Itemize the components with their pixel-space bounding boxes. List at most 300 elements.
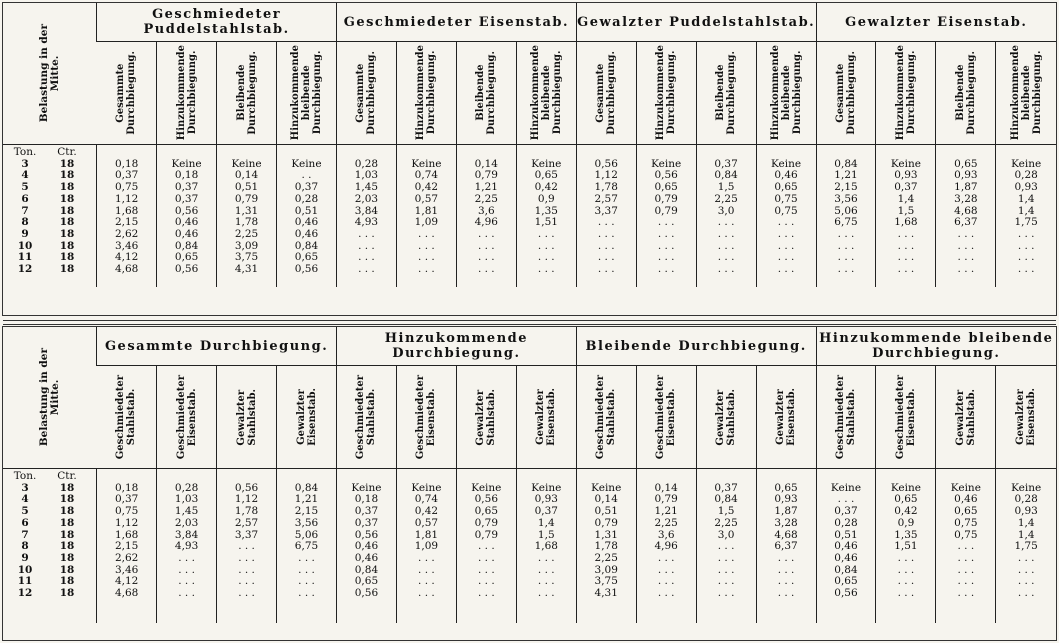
cell-value: . . . xyxy=(837,251,855,264)
cell-value: . . . xyxy=(1017,551,1035,564)
ton-value: 5 xyxy=(21,505,29,518)
cell-value: 4,93 xyxy=(354,216,379,229)
cell-value: 5,06 xyxy=(294,528,319,541)
column-header-label: Bleibende Durchbiegung. xyxy=(235,51,258,135)
cell-value: 0,75 xyxy=(774,204,798,217)
value-column xyxy=(516,145,576,288)
cell-value: 1,12 xyxy=(114,516,139,529)
cell-value: . . . xyxy=(777,587,795,600)
cell-value: 0,28 xyxy=(174,481,199,494)
column-header-label: Geschmiedeter Eisenstab. xyxy=(894,374,917,460)
cell-value: 0,65 xyxy=(534,169,558,182)
cell-value: . . . xyxy=(657,551,675,564)
cell-value: 0,74 xyxy=(414,169,439,182)
cell-value: 0,74 xyxy=(414,493,439,506)
ctr-value: 18 xyxy=(59,481,75,494)
cell-value: . . . xyxy=(837,263,855,276)
cell-value: 0,79 xyxy=(654,192,678,205)
cell-value: 0,42 xyxy=(894,505,918,518)
column-header xyxy=(696,42,756,145)
cell-value: 0,28 xyxy=(1014,493,1038,506)
cell-value: 0,56 xyxy=(294,263,319,276)
cell-value: . . . xyxy=(657,563,675,576)
cell-value: . . . xyxy=(837,227,855,240)
cell-value: . . . xyxy=(777,216,795,229)
column-header xyxy=(936,366,996,469)
cell-value: 1,4 xyxy=(1017,192,1035,205)
cell-value: 0,93 xyxy=(894,169,918,182)
cell-value: 1,78 xyxy=(594,181,618,194)
load-header-label: Belastung in der Mitte. xyxy=(37,24,61,123)
cell-value: 0,37 xyxy=(714,157,738,170)
column-header-label: Hinzukommende Durchbiegung. xyxy=(175,45,198,141)
unit-ton: Ton. xyxy=(13,146,37,158)
cell-value: 0,46 xyxy=(354,551,379,564)
cell-value: . . . xyxy=(897,587,915,600)
cell-value: 0,46 xyxy=(354,540,379,553)
value-column xyxy=(756,469,816,624)
cell-value: 0,84 xyxy=(294,239,319,252)
value-column xyxy=(516,469,576,624)
column-header-label: Gewalzter Stahlstab. xyxy=(475,388,498,446)
cell-value: . . . xyxy=(957,540,975,553)
cell-value: 3,28 xyxy=(774,516,798,529)
group-title: Bleibende Durchbiegung. xyxy=(576,327,816,366)
column-header-label: Geschmiedeter Stahlstab. xyxy=(355,374,378,460)
cell-value: . . . xyxy=(897,563,915,576)
ton-value: 9 xyxy=(21,551,29,564)
cell-value: . . . xyxy=(537,263,555,276)
cell-value: 0,65 xyxy=(954,157,978,170)
column-header xyxy=(396,42,456,145)
column-header xyxy=(456,42,516,145)
cell-value: 0,93 xyxy=(774,493,798,506)
column-header-label: Gewalzter Eisenstab. xyxy=(535,388,558,446)
cell-value: 0,51 xyxy=(594,505,618,518)
cell-value: . . . xyxy=(777,227,795,240)
column-header xyxy=(97,366,157,469)
cell-value: 3,84 xyxy=(174,528,199,541)
cell-value: 0,18 xyxy=(354,493,379,506)
cell-value: 0,46 xyxy=(774,169,798,182)
cell-value: 1,35 xyxy=(894,528,918,541)
cell-value: 1,45 xyxy=(354,181,379,194)
cell-value: 0,14 xyxy=(594,493,618,506)
column-header xyxy=(277,366,337,469)
cell-value: 3,6 xyxy=(477,204,495,217)
cell-value: . . . xyxy=(418,239,435,252)
cell-value: . . . xyxy=(418,575,435,588)
cell-value: . . . xyxy=(957,227,975,240)
cell-value: . . . xyxy=(418,263,435,276)
cell-value: 3,75 xyxy=(594,575,618,588)
cell-value: 4,31 xyxy=(234,263,259,276)
value-column xyxy=(636,469,696,624)
cell-value: Keine xyxy=(171,157,202,170)
cell-value: . . . xyxy=(1017,587,1035,600)
cell-value: . . . xyxy=(717,563,735,576)
cell-value: Keine xyxy=(770,157,802,170)
cell-value: 6,37 xyxy=(774,540,798,553)
value-column xyxy=(97,145,157,288)
cell-value: 0,42 xyxy=(534,181,558,194)
cell-value: . . . xyxy=(238,575,255,588)
column-header-label: Hinzukommende Durchbiegung. xyxy=(894,45,917,141)
value-column xyxy=(696,145,756,288)
ctr-value: 18 xyxy=(59,575,75,588)
cell-value: 1,4 xyxy=(537,516,555,529)
value-column xyxy=(696,469,756,624)
cell-value: 0,37 xyxy=(354,516,379,529)
cell-value: 1,51 xyxy=(894,540,918,553)
cell-value: Keine xyxy=(471,481,502,494)
cell-value: 0,51 xyxy=(234,181,259,194)
cell-value: 0,93 xyxy=(1014,505,1038,518)
group-title: Hinzukommende bleibende Durchbiegung. xyxy=(816,327,1056,366)
cell-value: 1,87 xyxy=(774,505,798,518)
column-header-label: Bleibende Durchbiegung. xyxy=(715,51,738,135)
cell-value: 1,68 xyxy=(534,540,558,553)
cell-value: 2,15 xyxy=(294,505,319,518)
ctr-value: 18 xyxy=(59,551,75,564)
ctr-value: 18 xyxy=(59,493,75,506)
cell-value: 1,31 xyxy=(594,528,618,541)
column-header xyxy=(876,366,936,469)
cell-value: . . . xyxy=(358,251,375,264)
cell-value: 1,21 xyxy=(834,169,858,182)
cell-value: . . . xyxy=(477,263,495,276)
value-column xyxy=(636,145,696,288)
cell-value: 0,57 xyxy=(414,192,439,205)
cell-value: 1,4 xyxy=(897,192,915,205)
cell-value: 0,28 xyxy=(834,516,858,529)
cell-value: 0,79 xyxy=(654,493,678,506)
value-column xyxy=(576,145,636,288)
cell-value: 0,46 xyxy=(174,227,199,240)
cell-value: . . . xyxy=(717,263,735,276)
cell-value: Keine xyxy=(231,157,262,170)
cell-value: . . . xyxy=(717,587,735,600)
column-header xyxy=(277,42,337,145)
cell-value: 1,68 xyxy=(114,204,139,217)
cell-value: 0,75 xyxy=(954,516,978,529)
cell-value: Keine xyxy=(890,157,921,170)
cell-value: 0,84 xyxy=(714,493,738,506)
cell-value: 5,06 xyxy=(834,204,858,217)
cell-value: 0,75 xyxy=(114,181,139,194)
cell-value: 0,42 xyxy=(414,181,439,194)
cell-value: . . . xyxy=(418,551,435,564)
unit-ctr: Ctr. xyxy=(57,146,77,158)
cell-value: . . . xyxy=(897,551,915,564)
value-column xyxy=(936,145,996,288)
cell-value: Keine xyxy=(1011,481,1042,494)
cell-value: 0,57 xyxy=(414,516,439,529)
cell-value: 3,84 xyxy=(354,204,379,217)
column-header xyxy=(396,366,456,469)
column-header-label: Gesammte Durchbiegung. xyxy=(115,51,138,135)
cell-value: 2,62 xyxy=(114,551,139,564)
cell-value: 6,75 xyxy=(294,540,319,553)
cell-value: . . . xyxy=(298,575,315,588)
cell-value: . . . xyxy=(477,239,495,252)
cell-value: 3,46 xyxy=(114,239,139,252)
column-header-label: Hinzukommende Durchbiegung. xyxy=(655,45,678,141)
ctr-value: 18 xyxy=(59,540,75,553)
cell-value: . . . xyxy=(178,587,195,600)
cell-value: . . . xyxy=(358,239,375,252)
cell-value: . . . xyxy=(537,587,555,600)
cell-value: 0,14 xyxy=(654,481,678,494)
cell-value: 1,12 xyxy=(114,192,139,205)
column-header-label: Geschmiedeter Stahlstab. xyxy=(595,374,618,460)
cell-value: . . . xyxy=(298,551,315,564)
value-column xyxy=(336,469,396,624)
ctr-value: 18 xyxy=(59,505,75,518)
cell-value: . . . xyxy=(1017,575,1035,588)
cell-value: . . . xyxy=(238,551,255,564)
column-header-label: Geschmiedeter Stahlstab. xyxy=(834,374,857,460)
cell-value: 0,46 xyxy=(294,227,319,240)
value-column xyxy=(996,469,1056,624)
cell-value: 0,18 xyxy=(114,481,139,494)
column-header-label: Gewalzter Stahlstab. xyxy=(715,388,738,446)
column-header xyxy=(97,42,157,145)
cell-value: 1,09 xyxy=(414,540,439,553)
ton-value: 5 xyxy=(21,181,29,194)
ton-value: 6 xyxy=(21,516,29,529)
cell-value: 0,37 xyxy=(894,181,918,194)
ctr-value: 18 xyxy=(59,528,75,541)
cell-value: . . . xyxy=(597,251,615,264)
cell-value: 0,79 xyxy=(594,516,618,529)
load-header xyxy=(3,3,97,145)
ctr-value: 18 xyxy=(59,169,75,182)
cell-value: 0,79 xyxy=(474,516,499,529)
value-column xyxy=(157,145,217,288)
value-column xyxy=(336,145,396,288)
column-header xyxy=(636,366,696,469)
cell-value: 0,84 xyxy=(714,169,738,182)
column-header-row xyxy=(3,366,1056,469)
value-column xyxy=(936,469,996,624)
ctr-value: 18 xyxy=(59,563,75,576)
column-header-label: Hinzukommende bleibende Durchbiegung. xyxy=(289,45,323,141)
group-header-row xyxy=(3,3,1056,42)
ton-value: 3 xyxy=(21,481,29,494)
cell-value: 1,78 xyxy=(234,216,259,229)
ton-value: 7 xyxy=(21,204,29,217)
cell-value: . . . xyxy=(657,587,675,600)
cell-value: 0,42 xyxy=(414,505,439,518)
column-header xyxy=(336,366,396,469)
cell-value: . . . xyxy=(358,227,375,240)
cell-value: 4,68 xyxy=(954,204,978,217)
column-header-label: Geschmiedeter Stahlstab. xyxy=(115,374,138,460)
cell-value: . . . xyxy=(238,587,255,600)
unit-ctr: Ctr. xyxy=(57,470,77,482)
cell-value: 4,96 xyxy=(654,540,678,553)
group-header-row xyxy=(3,327,1056,366)
cell-value: 0,46 xyxy=(174,216,199,229)
cell-value: 0,79 xyxy=(654,204,678,217)
cell-value: 0,46 xyxy=(834,540,858,553)
cell-value: . . . xyxy=(238,563,255,576)
cell-value: 4,31 xyxy=(594,587,618,600)
cell-value: 3,46 xyxy=(114,563,139,576)
column-header-label: Geschmiedeter Eisenstab. xyxy=(415,374,438,460)
ton-value: 7 xyxy=(21,528,29,541)
cell-value: . . . xyxy=(1017,239,1035,252)
cell-value: 0,93 xyxy=(534,493,558,506)
cell-value: . . . xyxy=(657,239,675,252)
cell-value: 1,78 xyxy=(234,505,259,518)
cell-value: . . . xyxy=(777,239,795,252)
cell-value: 4,12 xyxy=(114,575,139,588)
value-column xyxy=(756,145,816,288)
cell-value: . . . xyxy=(717,540,735,553)
cell-value: 0,84 xyxy=(354,563,379,576)
cell-value: . . . xyxy=(1017,563,1035,576)
cell-value: . . . xyxy=(957,263,975,276)
cell-value: 0,84 xyxy=(834,157,858,170)
cell-value: . . . xyxy=(717,227,735,240)
cell-value: . . . xyxy=(477,587,495,600)
load-column xyxy=(3,469,97,624)
cell-value: 2,25 xyxy=(714,192,738,205)
column-header xyxy=(217,366,277,469)
cell-value: . . . xyxy=(298,587,315,600)
load-column xyxy=(3,145,97,288)
cell-value: 1,03 xyxy=(354,169,379,182)
column-header-label: Hinzukommende bleibende Durchbiegung. xyxy=(529,45,563,141)
cell-value: . . . xyxy=(178,563,195,576)
cell-value: 1,5 xyxy=(717,181,735,194)
cell-value: 1,03 xyxy=(174,493,199,506)
value-column xyxy=(456,469,516,624)
cell-value: 2,15 xyxy=(834,181,858,194)
cell-value: . . . xyxy=(837,239,855,252)
cell-value: . . . xyxy=(597,239,615,252)
cell-value: . . . xyxy=(358,263,375,276)
cell-value: 0,84 xyxy=(174,239,199,252)
group-title: Gewalzter Eisenstab. xyxy=(816,3,1056,42)
cell-value: 3,28 xyxy=(954,192,978,205)
cell-value: . . . xyxy=(537,575,555,588)
group-title: Hinzukommende Durchbiegung. xyxy=(336,327,576,366)
cell-value: . . . xyxy=(717,251,735,264)
cell-value: 0,65 xyxy=(774,181,798,194)
cell-value: 2,03 xyxy=(174,516,199,529)
ton-value: 11 xyxy=(17,575,33,588)
cell-value: . . . xyxy=(777,575,795,588)
cell-value: 0,79 xyxy=(474,528,499,541)
value-column xyxy=(396,145,456,288)
cell-value: 1,12 xyxy=(234,493,259,506)
ton-value: 12 xyxy=(17,263,33,276)
cell-value: 3,09 xyxy=(594,563,618,576)
ton-value: 9 xyxy=(21,227,29,240)
value-column xyxy=(576,469,636,624)
table-row xyxy=(3,469,1056,624)
load-header-label: Belastung in der Mitte. xyxy=(37,348,61,447)
ton-value: 3 xyxy=(21,157,29,170)
table-row xyxy=(3,145,1056,288)
cell-value: 2,15 xyxy=(114,540,139,553)
cell-value: 0,65 xyxy=(354,575,379,588)
cell-value: 0,56 xyxy=(354,587,379,600)
cell-value: 2,25 xyxy=(714,516,738,529)
column-header xyxy=(576,366,636,469)
cell-value: 0,37 xyxy=(714,481,738,494)
cell-value: . . . xyxy=(897,227,915,240)
cell-value: 1,87 xyxy=(954,181,978,194)
value-column xyxy=(996,145,1056,288)
cell-value: 0,56 xyxy=(474,493,499,506)
cell-value: 2,25 xyxy=(654,516,678,529)
cell-value: . . . xyxy=(597,216,615,229)
cell-value: 1,68 xyxy=(894,216,918,229)
cell-value: 0,18 xyxy=(114,157,139,170)
ctr-value: 18 xyxy=(59,251,75,264)
cell-value: 0,37 xyxy=(294,181,319,194)
cell-value: 0,56 xyxy=(654,169,678,182)
column-header xyxy=(576,42,636,145)
cell-value: . . . xyxy=(837,493,855,506)
column-header xyxy=(996,366,1056,469)
group-title: Geschmiedeter Puddelstahlstab. xyxy=(97,3,337,42)
cell-value: 1,35 xyxy=(534,204,558,217)
cell-value: 0,28 xyxy=(1014,169,1038,182)
column-header xyxy=(756,366,816,469)
cell-value: 3,09 xyxy=(234,239,259,252)
cell-value: Keine xyxy=(1011,157,1042,170)
cell-value: 6,75 xyxy=(834,216,858,229)
column-header xyxy=(336,42,396,145)
cell-value: 4,96 xyxy=(474,216,498,229)
cell-value: 0,56 xyxy=(834,587,858,600)
cell-value: 1,51 xyxy=(534,216,558,229)
cell-value: 3,75 xyxy=(234,251,259,264)
cell-value: . . . xyxy=(178,551,195,564)
cell-value: 4,68 xyxy=(774,528,798,541)
cell-value: . . . xyxy=(537,551,555,564)
cell-value: 3,37 xyxy=(234,528,259,541)
cell-value: 0,46 xyxy=(834,551,858,564)
column-header-label: Gewalzter Stahlstab. xyxy=(235,388,258,446)
cell-value: . . . xyxy=(477,227,495,240)
cell-value: 3,56 xyxy=(294,516,319,529)
cell-value: Keine xyxy=(531,481,562,494)
cell-value: 2,25 xyxy=(594,551,618,564)
cell-value: . . . xyxy=(657,227,675,240)
ctr-value: 18 xyxy=(59,204,75,217)
column-header-label: Bleibende Durchbiegung. xyxy=(954,51,977,135)
cell-value: . . . xyxy=(957,563,975,576)
cell-value: 0,75 xyxy=(774,192,798,205)
cell-value: 2,57 xyxy=(234,516,259,529)
ton-value: 12 xyxy=(17,587,33,600)
table-deflection-by-type xyxy=(3,327,1056,623)
cell-value: 0,65 xyxy=(294,251,319,264)
cell-value: . . . xyxy=(178,575,195,588)
value-column xyxy=(217,469,277,624)
cell-value: . . . xyxy=(777,551,795,564)
cell-value: 2,03 xyxy=(354,192,379,205)
cell-value: Keine xyxy=(411,481,442,494)
value-column xyxy=(816,145,876,288)
cell-value: 0,79 xyxy=(474,169,498,182)
